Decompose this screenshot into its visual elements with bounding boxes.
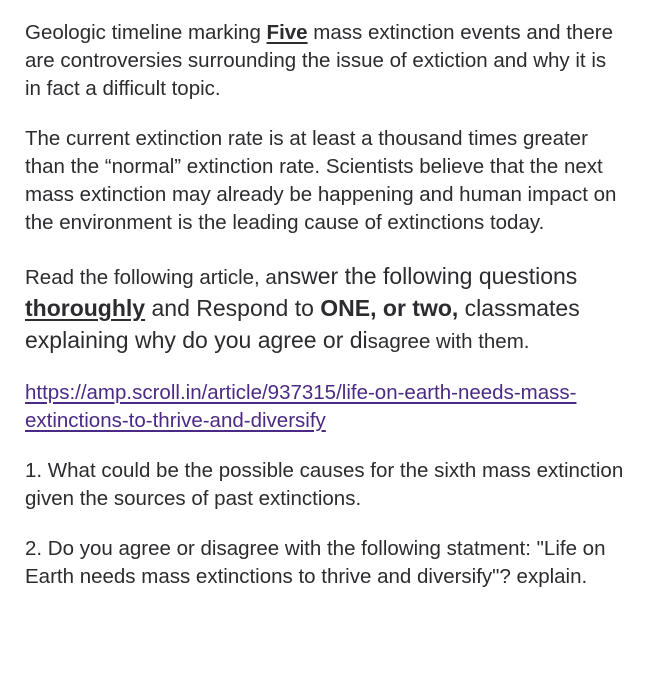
instructions-text-start: Read the following article, a (25, 266, 277, 289)
one-or-two-emphasis: ONE, or two, (320, 295, 459, 321)
article-link-paragraph (25, 379, 625, 435)
instructions-paragraph (25, 261, 625, 357)
article-link[interactable]: https://amp.scroll.in/article/937315/life-on-earth-needs-mass-extinctions-to-thrive-and-diversify (25, 381, 577, 432)
intro-text-end: mass extinction events and there are controversies surrounding the issue of extiction and why it is in fact a difficult topic. (25, 21, 613, 100)
instructions-answer-text: nswer the following questions (276, 263, 578, 289)
five-emphasis: Five (266, 21, 308, 44)
question-2: 2. Do you agree or disagree with the following statment: "Life on Earth needs mass extinctions to thrive and diversify"? explain. (25, 537, 606, 588)
intro-paragraph (25, 19, 625, 103)
extinction-rate-paragraph: The current extinction rate is at least a thousand times greater than the “normal” extinction rate. Scientists believe that the next mass extinction may already be happening and human impact on the environment is the leading cause of extinctions today. (25, 127, 617, 234)
question-1: 1. What could be the possible causes for the sixth mass extinction given the sources of past extinctions. (25, 459, 624, 510)
thoroughly-emphasis: thoroughly (25, 295, 146, 321)
assignment-document (25, 19, 625, 591)
instructions-classmates-text: classmates explaining why do you agree or di (25, 295, 580, 353)
instructions-text-end: sagree with them. (367, 330, 530, 353)
instructions-respond-text: and Respond to (145, 295, 321, 321)
intro-text-start: Geologic timeline marking (25, 21, 267, 44)
